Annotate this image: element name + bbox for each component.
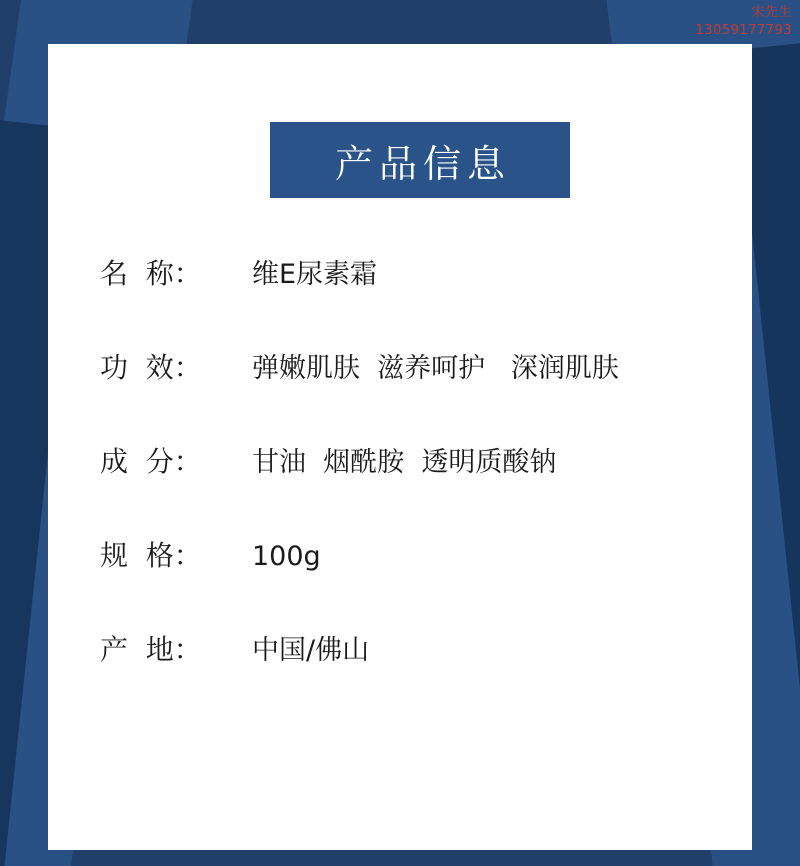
spec-value: 弹嫩肌肤 滋养呵护 深润肌肤 bbox=[252, 353, 619, 384]
spec-value: 100g bbox=[252, 541, 321, 572]
watermark bbox=[696, 4, 792, 39]
spec-label: 规 格： bbox=[100, 539, 202, 572]
product-info-card bbox=[48, 44, 752, 850]
spec-value: 中国/佛山 bbox=[252, 635, 370, 666]
spec-value: 维E尿素霜 bbox=[252, 259, 378, 290]
spec-label: 产 地： bbox=[100, 633, 202, 666]
spec-label: 成 分： bbox=[100, 445, 202, 478]
spec-row-ingredients bbox=[100, 440, 722, 480]
spec-label: 功 效： bbox=[100, 351, 202, 384]
watermark-name: 宋先生 bbox=[751, 5, 792, 20]
spec-row-effect bbox=[100, 346, 722, 386]
spec-row-size bbox=[100, 534, 722, 574]
page-title bbox=[270, 122, 570, 198]
spec-row-name bbox=[100, 252, 722, 292]
watermark-phone: 13059177793 bbox=[695, 22, 792, 38]
spec-row-origin bbox=[100, 628, 722, 668]
spec-value: 甘油 烟酰胺 透明质酸钠 bbox=[252, 447, 557, 478]
product-spec-list bbox=[100, 252, 722, 722]
page-title-text: 产品信息 bbox=[334, 141, 511, 186]
spec-label: 名 称： bbox=[100, 257, 202, 290]
